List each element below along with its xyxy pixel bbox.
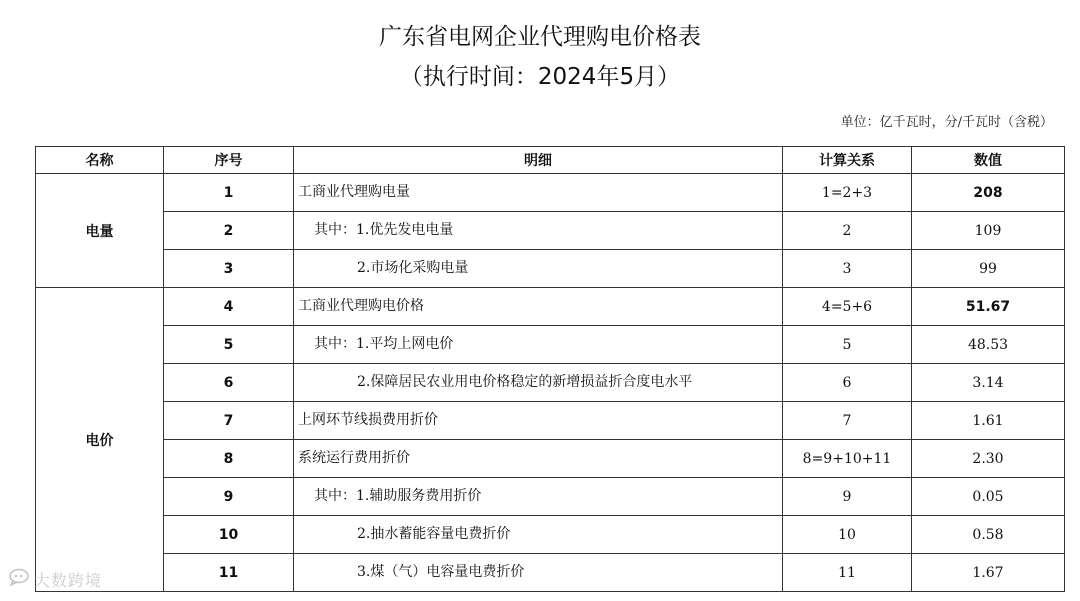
group-label-quantity: 电量 (36, 174, 164, 288)
table-row (36, 174, 1065, 212)
row-detail: 其中：1.优先发电电量 (294, 212, 783, 250)
row-detail: 工商业代理购电量 (294, 174, 783, 212)
row-no: 6 (164, 364, 294, 402)
row-detail: 3.煤（气）电容量电费折价 (294, 554, 783, 592)
price-table (35, 146, 1065, 592)
row-no: 11 (164, 554, 294, 592)
row-no: 4 (164, 288, 294, 326)
column-header-name: 名称 (36, 147, 164, 174)
row-calc: 3 (783, 250, 912, 288)
row-detail: 工商业代理购电价格 (294, 288, 783, 326)
table-header-row (36, 147, 1065, 174)
column-header-detail: 明细 (294, 147, 783, 174)
row-value: 1.61 (912, 402, 1065, 440)
row-calc: 10 (783, 516, 912, 554)
table-row (36, 212, 1065, 250)
row-no: 7 (164, 402, 294, 440)
row-calc: 4=5+6 (783, 288, 912, 326)
row-calc: 1=2+3 (783, 174, 912, 212)
row-calc: 6 (783, 364, 912, 402)
watermark-text: 大数跨境 (34, 571, 103, 590)
row-calc: 9 (783, 478, 912, 516)
page-title: 广东省电网企业代理购电价格表 (379, 24, 701, 50)
row-calc: 2 (783, 212, 912, 250)
column-header-calc: 计算关系 (783, 147, 912, 174)
row-calc: 7 (783, 402, 912, 440)
table-row (36, 250, 1065, 288)
row-no: 8 (164, 440, 294, 478)
row-value: 99 (912, 250, 1065, 288)
row-calc: 11 (783, 554, 912, 592)
table-row (36, 478, 1065, 516)
row-value: 48.53 (912, 326, 1065, 364)
table-row (36, 516, 1065, 554)
table-row (36, 288, 1065, 326)
column-header-no: 序号 (164, 147, 294, 174)
row-detail: 2.保障居民农业用电价格稳定的新增损益折合度电水平 (294, 364, 783, 402)
row-value: 208 (912, 174, 1065, 212)
row-value: 2.30 (912, 440, 1065, 478)
watermark (8, 568, 102, 591)
row-detail: 系统运行费用折价 (294, 440, 783, 478)
row-detail: 2.抽水蓄能容量电费折价 (294, 516, 783, 554)
unit-note: 单位：亿千瓦时，分/千瓦时（含税） (840, 115, 1053, 130)
row-value: 51.67 (912, 288, 1065, 326)
table-row (36, 326, 1065, 364)
row-value: 3.14 (912, 364, 1065, 402)
row-detail: 上网环节线损费用折价 (294, 402, 783, 440)
table-row (36, 364, 1065, 402)
row-calc: 5 (783, 326, 912, 364)
row-no: 9 (164, 478, 294, 516)
row-detail: 其中：1.辅助服务费用折价 (294, 478, 783, 516)
group-label-price: 电价 (36, 288, 164, 592)
table-row (36, 554, 1065, 592)
page-subtitle: （执行时间：2024年5月） (399, 64, 681, 90)
row-value: 1.67 (912, 554, 1065, 592)
row-no: 1 (164, 174, 294, 212)
row-no: 10 (164, 516, 294, 554)
row-no: 3 (164, 250, 294, 288)
column-header-value: 数值 (912, 147, 1065, 174)
table-row (36, 402, 1065, 440)
chat-bubble-icon (8, 568, 30, 590)
row-value: 109 (912, 212, 1065, 250)
row-no: 5 (164, 326, 294, 364)
row-detail: 其中：1.平均上网电价 (294, 326, 783, 364)
row-value: 0.58 (912, 516, 1065, 554)
table-row (36, 440, 1065, 478)
row-no: 2 (164, 212, 294, 250)
row-calc: 8=9+10+11 (783, 440, 912, 478)
row-detail: 2.市场化采购电量 (294, 250, 783, 288)
row-value: 0.05 (912, 478, 1065, 516)
